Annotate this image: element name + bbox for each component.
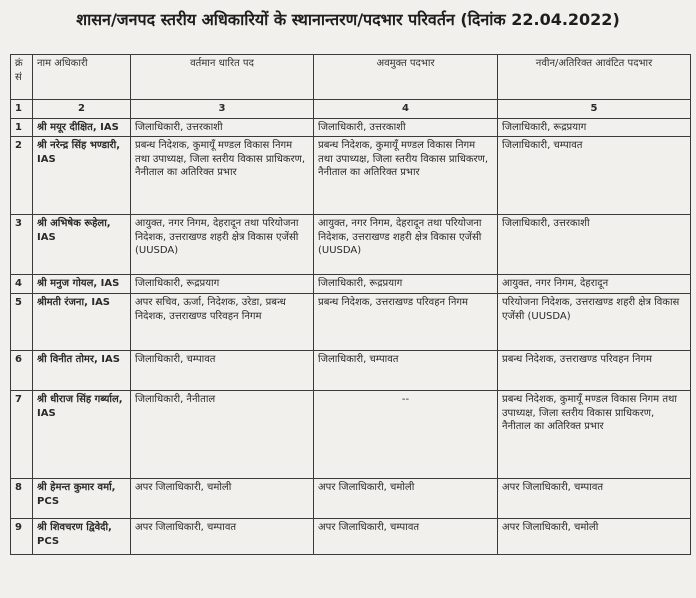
- table-row: [11, 391, 691, 479]
- column-number: 1: [11, 100, 33, 119]
- header-current-post: वर्तमान धारित पद: [131, 55, 314, 100]
- table-row: [11, 275, 691, 294]
- officer-name: श्रीमती रंजना, IAS: [33, 294, 131, 351]
- table-row: [11, 137, 691, 215]
- table-row: [11, 519, 691, 555]
- row-sn: 8: [11, 479, 33, 519]
- current-post: प्रबन्ध निदेशक, कुमायूँ मण्डल विकास निगम तथा उपाध्यक्ष, जिला स्तरीय विकास प्राधिकरण, नैनीताल का अतिरिक्त प्रभार: [131, 137, 314, 215]
- officer-name: श्री नरेन्द्र सिंह भण्डारी, IAS: [33, 137, 131, 215]
- page-title: शासन/जनपद स्तरीय अधिकारियों के स्थानान्तरण/पदभार परिवर्तन (दिनांक 22.04.2022): [76, 10, 620, 29]
- table-row: [11, 118, 691, 137]
- row-sn: 2: [11, 137, 33, 215]
- new-post: परियोजना निदेशक, उत्तराखण्ड शहरी क्षेत्र विकास एजेंसी (UUSDA): [498, 294, 691, 351]
- column-number-row: [11, 100, 691, 119]
- header-row: [11, 55, 691, 100]
- officer-name: श्री विनीत तोमर, IAS: [33, 351, 131, 391]
- row-sn: 4: [11, 275, 33, 294]
- row-sn: 9: [11, 519, 33, 555]
- officer-name: श्री मयूर दीक्षित, IAS: [33, 118, 131, 137]
- row-sn: 6: [11, 351, 33, 391]
- current-post: आयुक्त, नगर निगम, देहरादून तथा परियोजना निदेशक, उत्तराखण्ड शहरी क्षेत्र विकास एजेंसी (UUSDA): [131, 215, 314, 275]
- header-relieved-post: अवमुक्त पदभार: [314, 55, 498, 100]
- relieved-post: जिलाधिकारी, उत्तरकाशी: [314, 118, 498, 137]
- officer-name: श्री धीराज सिंह गर्ब्याल, IAS: [33, 391, 131, 479]
- new-post: जिलाधिकारी, चम्पावत: [498, 137, 691, 215]
- row-sn: 3: [11, 215, 33, 275]
- new-post: अपर जिलाधिकारी, चम्पावत: [498, 479, 691, 519]
- current-post: जिलाधिकारी, चम्पावत: [131, 351, 314, 391]
- table-row: [11, 215, 691, 275]
- new-post: जिलाधिकारी, रूद्रप्रयाग: [498, 118, 691, 137]
- relieved-post: प्रबन्ध निदेशक, कुमायूँ मण्डल विकास निगम तथा उपाध्यक्ष, जिला स्तरीय विकास प्राधिकरण, नैनीताल का अतिरिक्त प्रभार: [314, 137, 498, 215]
- table-row: [11, 294, 691, 351]
- new-post: जिलाधिकारी, उत्तरकाशी: [498, 215, 691, 275]
- relieved-post: जिलाधिकारी, चम्पावत: [314, 351, 498, 391]
- new-post: प्रबन्ध निदेशक, कुमायूँ मण्डल विकास निगम तथा उपाध्यक्ष, जिला स्तरीय विकास प्राधिकरण, नैनीताल का अतिरिक्त प्रभार: [498, 391, 691, 479]
- current-post: अपर सचिव, ऊर्जा, निदेशक, उरेडा, प्रबन्ध निदेशक, उत्तराखण्ड परिवहन निगम: [131, 294, 314, 351]
- new-post: आयुक्त, नगर निगम, देहरादून: [498, 275, 691, 294]
- header-sn: क्रं सं: [11, 55, 33, 100]
- officer-name: श्री शिवचरण द्विवेदी, PCS: [33, 519, 131, 555]
- relieved-post: --: [314, 391, 498, 479]
- table-row: [11, 351, 691, 391]
- header-new-post: नवीन/अतिरिक्त आवंटित पदभार: [498, 55, 691, 100]
- row-sn: 1: [11, 118, 33, 137]
- column-number: 2: [33, 100, 131, 119]
- current-post: अपर जिलाधिकारी, चमोली: [131, 479, 314, 519]
- column-number: 4: [314, 100, 498, 119]
- column-number: 5: [498, 100, 691, 119]
- transfer-table: [10, 54, 691, 555]
- relieved-post: जिलाधिकारी, रूद्रप्रयाग: [314, 275, 498, 294]
- relieved-post: अपर जिलाधिकारी, चम्पावत: [314, 519, 498, 555]
- officer-name: श्री मनुज गोयल, IAS: [33, 275, 131, 294]
- officer-name: श्री हेमन्त कुमार वर्मा, PCS: [33, 479, 131, 519]
- current-post: जिलाधिकारी, उत्तरकाशी: [131, 118, 314, 137]
- new-post: प्रबन्ध निदेशक, उत्तराखण्ड परिवहन निगम: [498, 351, 691, 391]
- current-post: जिलाधिकारी, रूद्रप्रयाग: [131, 275, 314, 294]
- column-number: 3: [131, 100, 314, 119]
- new-post: अपर जिलाधिकारी, चमोली: [498, 519, 691, 555]
- current-post: अपर जिलाधिकारी, चम्पावत: [131, 519, 314, 555]
- relieved-post: अपर जिलाधिकारी, चमोली: [314, 479, 498, 519]
- table-row: [11, 479, 691, 519]
- officer-name: श्री अभिषेक रूहेला, IAS: [33, 215, 131, 275]
- row-sn: 5: [11, 294, 33, 351]
- relieved-post: आयुक्त, नगर निगम, देहरादून तथा परियोजना निदेशक, उत्तराखण्ड शहरी क्षेत्र विकास एजेंसी (UUSDA): [314, 215, 498, 275]
- relieved-post: प्रबन्ध निदेशक, उत्तराखण्ड परिवहन निगम: [314, 294, 498, 351]
- current-post: जिलाधिकारी, नैनीताल: [131, 391, 314, 479]
- header-name: नाम अधिकारी: [33, 55, 131, 100]
- row-sn: 7: [11, 391, 33, 479]
